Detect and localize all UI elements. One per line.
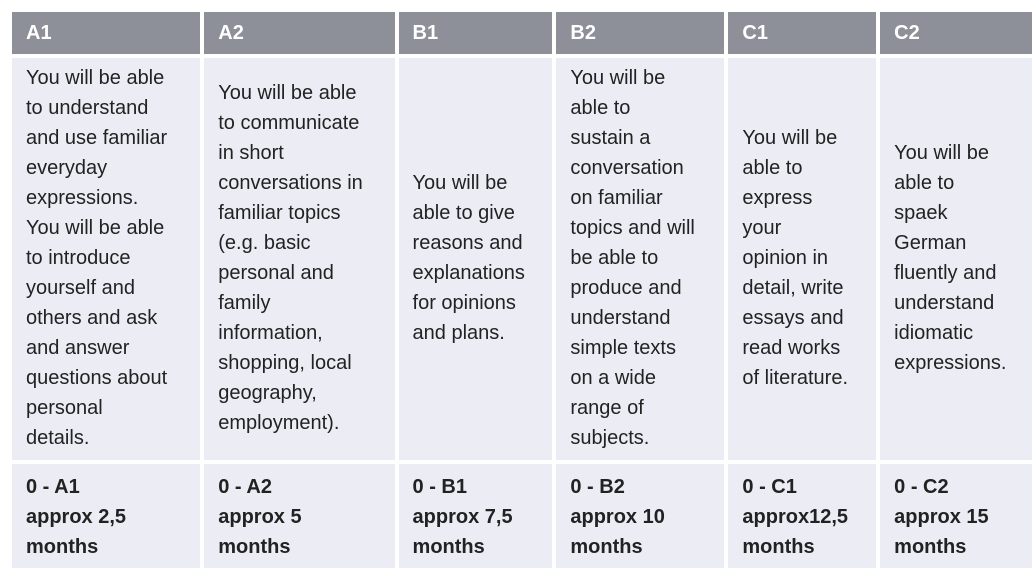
duration-approx: approx 15 xyxy=(894,506,989,528)
duration-unit: months xyxy=(26,536,99,558)
description-line: to understand xyxy=(26,97,149,119)
duration-range: 0 - B1 xyxy=(412,476,467,498)
duration-cell-a2 xyxy=(204,464,394,568)
description-line: explanations xyxy=(412,262,525,284)
description-line: simple texts xyxy=(570,337,676,359)
description-line: employment). xyxy=(218,412,340,434)
level-header-c1: C1 xyxy=(728,12,876,54)
description-line: and plans. xyxy=(412,322,505,344)
description-line: German xyxy=(894,232,967,254)
description-line: able to give xyxy=(412,202,515,224)
description-cell-a2 xyxy=(204,58,394,460)
duration-cell-b2 xyxy=(556,464,724,568)
description-line: on familiar xyxy=(570,187,663,209)
level-header-c2: C2 xyxy=(880,12,1032,54)
description-cell-a1 xyxy=(12,58,200,460)
duration-approx: approx 7,5 xyxy=(412,506,513,528)
description-line: be able to xyxy=(570,247,659,269)
description-line: idiomatic xyxy=(894,322,974,344)
description-line: opinion in xyxy=(742,247,829,269)
header-row xyxy=(12,12,1032,54)
duration-row xyxy=(12,464,1032,568)
duration-range: 0 - C1 xyxy=(742,476,797,498)
duration-unit: months xyxy=(570,536,643,558)
description-line: everyday xyxy=(26,157,108,179)
duration-cell-b1 xyxy=(399,464,553,568)
description-line: conversation xyxy=(570,157,684,179)
description-line: yourself and xyxy=(26,277,135,299)
description-line: familiar topics xyxy=(218,202,341,224)
duration-approx: approx 10 xyxy=(570,506,665,528)
duration-unit: months xyxy=(412,536,485,558)
duration-cell-a1 xyxy=(12,464,200,568)
description-line: topics and will xyxy=(570,217,695,239)
duration-range: 0 - B2 xyxy=(570,476,625,498)
description-line: detail, write xyxy=(742,277,844,299)
description-cell-c2 xyxy=(880,58,1032,460)
description-line: questions about xyxy=(26,367,168,389)
level-header-a2: A2 xyxy=(204,12,394,54)
description-line: information, xyxy=(218,322,323,344)
level-header-a1: A1 xyxy=(12,12,200,54)
duration-cell-c2 xyxy=(880,464,1032,568)
description-line: in short xyxy=(218,142,284,164)
description-line: details. xyxy=(26,427,90,449)
description-line: read works xyxy=(742,337,841,359)
level-header-b2: B2 xyxy=(556,12,724,54)
description-line: You will be able xyxy=(26,67,165,89)
description-line: conversations in xyxy=(218,172,363,194)
description-line: to introduce xyxy=(26,247,131,269)
duration-approx: approx 5 xyxy=(218,506,302,528)
duration-unit: months xyxy=(894,536,967,558)
description-line: fluently and xyxy=(894,262,997,284)
duration-range: 0 - A2 xyxy=(218,476,272,498)
description-line: expressions. xyxy=(26,187,139,209)
description-line: You will be xyxy=(742,127,838,149)
description-line: for opinions xyxy=(412,292,516,314)
level-header-b1: B1 xyxy=(399,12,553,54)
description-line: able to xyxy=(742,157,803,179)
description-line: subjects. xyxy=(570,427,650,449)
description-line: spaek xyxy=(894,202,948,224)
description-line: reasons and xyxy=(412,232,523,254)
description-row xyxy=(12,58,1032,460)
duration-range: 0 - C2 xyxy=(894,476,949,498)
description-line: able to xyxy=(570,97,631,119)
description-line: able to xyxy=(894,172,955,194)
description-line: your xyxy=(742,217,782,239)
description-line: expressions. xyxy=(894,352,1007,374)
description-line: shopping, local xyxy=(218,352,352,374)
description-cell-c1 xyxy=(728,58,876,460)
description-line: family xyxy=(218,292,271,314)
description-line: essays and xyxy=(742,307,844,329)
description-line: personal xyxy=(26,397,103,419)
duration-unit: months xyxy=(742,536,815,558)
description-line: personal and xyxy=(218,262,334,284)
description-line: (e.g. basic xyxy=(218,232,311,254)
description-line: of literature. xyxy=(742,367,848,389)
description-line: You will be able xyxy=(218,82,357,104)
duration-approx: approx12,5 xyxy=(742,506,848,528)
description-line: understand xyxy=(894,292,995,314)
description-cell-b2 xyxy=(556,58,724,460)
description-line: express xyxy=(742,187,813,209)
description-line: geography, xyxy=(218,382,317,404)
description-line: You will be able xyxy=(26,217,165,239)
duration-unit: months xyxy=(218,536,291,558)
description-line: produce and xyxy=(570,277,682,299)
description-line: You will be xyxy=(570,67,666,89)
description-line: and use familiar xyxy=(26,127,168,149)
description-line: You will be xyxy=(412,172,508,194)
level-table xyxy=(8,8,1036,572)
duration-cell-c1 xyxy=(728,464,876,568)
duration-range: 0 - A1 xyxy=(26,476,80,498)
description-cell-b1 xyxy=(399,58,553,460)
description-line: others and ask xyxy=(26,307,158,329)
description-line: range of xyxy=(570,397,644,419)
description-line: sustain a xyxy=(570,127,651,149)
description-line: and answer xyxy=(26,337,130,359)
description-line: to communicate xyxy=(218,112,360,134)
description-line: You will be xyxy=(894,142,990,164)
description-line: on a wide xyxy=(570,367,656,389)
duration-approx: approx 2,5 xyxy=(26,506,127,528)
description-line: understand xyxy=(570,307,671,329)
